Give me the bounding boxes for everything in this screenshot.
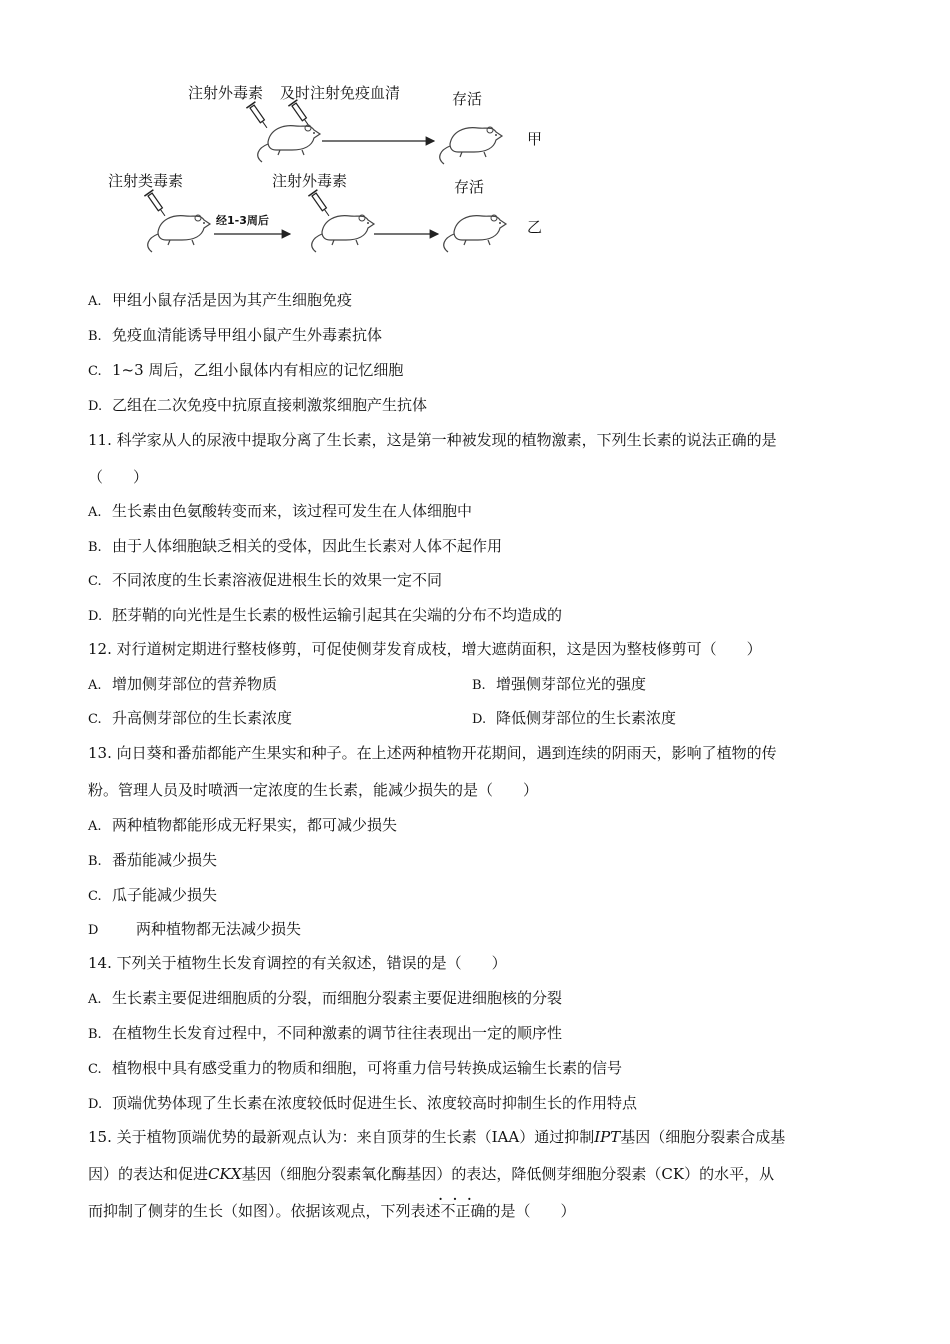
option-text: 两种植物都能形成无籽果实，都可减少损失 xyxy=(112,816,398,834)
q10-option-a xyxy=(88,290,352,312)
q15-stem-line3 xyxy=(88,1201,576,1221)
option-text: 在植物生长发育过程中，不同种激素的调节往往表现出一定的顺序性 xyxy=(112,1024,563,1042)
label-survive-b: 存活 xyxy=(454,178,485,196)
option-letter: A. xyxy=(88,505,102,520)
q11-option-c xyxy=(88,570,442,592)
q14-option-b xyxy=(88,1023,562,1045)
label-after-weeks: 经1-3周后 xyxy=(216,214,269,227)
option-text: 胚芽鞘的向光性是生长素的极性运输引起其在尖端的分布不均造成的 xyxy=(112,606,563,624)
q13-stem: 13. 向日葵和番茄都能产生果实和种子。在上述两种植物开花期间，遇到连续的阴雨天，影响了植物的传 xyxy=(88,744,777,762)
option-text: 顶端优势体现了生长素在浓度较低时促进生长、浓度较高时抑制生长的作用特点 xyxy=(112,1094,638,1112)
q15-text: 因）的表达和促进 xyxy=(88,1165,209,1183)
mouse-icon xyxy=(148,215,210,252)
option-text: 两种植物都无法减少损失 xyxy=(136,920,302,938)
q13-option-d xyxy=(88,919,301,941)
mouse-icon xyxy=(444,215,506,252)
q15-text: 基因（细胞分裂素合成基 xyxy=(620,1128,786,1146)
option-text: 免疫血清能诱导甲组小鼠产生外毒素抗体 xyxy=(112,326,383,344)
option-text: 瓜子能减少损失 xyxy=(112,886,218,904)
mouse-experiment-figure xyxy=(100,78,560,258)
q15-text: 基因（细胞分裂素氧化酶基因）的表达，降低侧芽细胞分裂素（CK）的水平，从 xyxy=(241,1165,775,1183)
syringe-icon xyxy=(308,190,329,216)
q13-option-c xyxy=(88,885,217,907)
option-text: 生长素主要促进细胞质的分裂，而细胞分裂素主要促进细胞核的分裂 xyxy=(112,989,563,1007)
q10-option-c xyxy=(88,360,403,382)
q14-stem: 14. 下列关于植物生长发育调控的有关叙述，错误的是（ ） xyxy=(88,954,507,972)
emphasis-text: · · · 不正确 xyxy=(441,1202,486,1220)
q11-option-d xyxy=(88,605,562,627)
q11-stem: 11. 科学家从人的尿液中提取分离了生长素，这是第一种被发现的植物激素，下列生长素的说法正确的是 xyxy=(88,431,777,449)
q12-option-a xyxy=(88,674,277,696)
gene-ipt: IPT xyxy=(594,1128,621,1146)
q12-option-d xyxy=(472,708,676,730)
q11-stem-paren: （ ） xyxy=(88,468,149,486)
option-text: 生长素由色氨酸转变而来，该过程可发生在人体细胞中 xyxy=(112,502,473,520)
label-survive-a: 存活 xyxy=(452,90,483,108)
option-text: 增强侧芽部位光的强度 xyxy=(496,675,647,693)
option-text: 由于人体细胞缺乏相关的受体，因此生长素对人体不起作用 xyxy=(112,537,503,555)
option-letter: A. xyxy=(88,678,102,693)
label-inject-exotoxin-b: 注射外毒素 xyxy=(272,172,348,190)
option-letter: D. xyxy=(88,1097,103,1112)
option-letter: B. xyxy=(88,854,102,869)
option-letter: B. xyxy=(472,678,486,693)
q13-stem-cont: 粉。管理人员及时喷洒一定浓度的生长素，能减少损失的是（ ） xyxy=(88,781,539,799)
q14-option-a xyxy=(88,988,562,1010)
option-letter: C. xyxy=(88,889,102,904)
q12-option-b xyxy=(472,674,646,696)
syringe-icon xyxy=(144,190,165,216)
q13-option-b xyxy=(88,850,217,872)
mouse-icon xyxy=(440,127,502,164)
label-group-a: 甲 xyxy=(527,130,543,148)
option-letter: D. xyxy=(472,712,487,727)
option-letter: A. xyxy=(88,294,102,309)
option-text: 升高侧芽部位的生长素浓度 xyxy=(112,709,293,727)
option-text: 甲组小鼠存活是因为其产生细胞免疫 xyxy=(112,291,353,309)
option-letter: B. xyxy=(88,329,102,344)
option-letter: C. xyxy=(88,712,102,727)
syringe-icon xyxy=(288,100,309,126)
q15-text: 而抑制了侧芽的生长（如图）。依据该观点，下列表述 xyxy=(88,1202,441,1220)
option-letter: C. xyxy=(88,364,102,379)
q15-stem-line2 xyxy=(88,1164,774,1184)
q13-option-a xyxy=(88,815,397,837)
option-letter: C. xyxy=(88,1062,102,1077)
syringe-icon xyxy=(246,102,267,128)
q15-stem-line1 xyxy=(88,1127,785,1147)
q10-option-b xyxy=(88,325,382,347)
option-letter: D. xyxy=(88,399,103,414)
option-text: 降低侧芽部位的生长素浓度 xyxy=(496,709,677,727)
option-letter: A. xyxy=(88,992,102,1007)
label-inject-serum: 及时注射免疫血清 xyxy=(280,84,401,102)
option-letter: C. xyxy=(88,574,102,589)
mouse-icon xyxy=(312,215,374,252)
q11-option-a xyxy=(88,501,472,523)
label-group-b: 乙 xyxy=(527,218,543,236)
option-text: 番茄能减少损失 xyxy=(112,851,218,869)
option-text: 1~3 周后，乙组小鼠体内有相应的记忆细胞 xyxy=(112,361,404,379)
q11-option-b xyxy=(88,536,502,558)
mouse-icon xyxy=(258,125,320,162)
experiment-diagram xyxy=(100,78,560,258)
option-letter: A. xyxy=(88,819,102,834)
q15-text: 的是（ ） xyxy=(485,1202,576,1220)
option-letter: D. xyxy=(88,609,103,624)
option-letter: D xyxy=(88,923,99,938)
option-text: 不同浓度的生长素溶液促进根生长的效果一定不同 xyxy=(112,571,443,589)
option-text: 乙组在二次免疫中抗原直接刺激浆细胞产生抗体 xyxy=(112,396,428,414)
option-text: 植物根中具有感受重力的物质和细胞，可将重力信号转换成运输生长素的信号 xyxy=(112,1059,623,1077)
option-text: 增加侧芽部位的营养物质 xyxy=(112,675,278,693)
q12-option-c xyxy=(88,708,292,730)
q14-option-c xyxy=(88,1058,622,1080)
option-letter: B. xyxy=(88,1027,102,1042)
gene-ckx: CKX xyxy=(208,1165,242,1183)
q12-stem: 12. 对行道树定期进行整枝修剪，可促使侧芽发育成枝，增大遮荫面积，这是因为整枝修剪可（ ） xyxy=(88,640,762,658)
q14-option-d xyxy=(88,1093,637,1115)
q10-option-d xyxy=(88,395,427,417)
option-letter: B. xyxy=(88,540,102,555)
label-inject-exotoxin-a: 注射外毒素 xyxy=(188,84,264,102)
label-inject-toxoid: 注射类毒素 xyxy=(108,172,184,190)
q15-text: 15. 关于植物顶端优势的最新观点认为：来自顶芽的生长素（IAA）通过抑制 xyxy=(88,1128,595,1146)
